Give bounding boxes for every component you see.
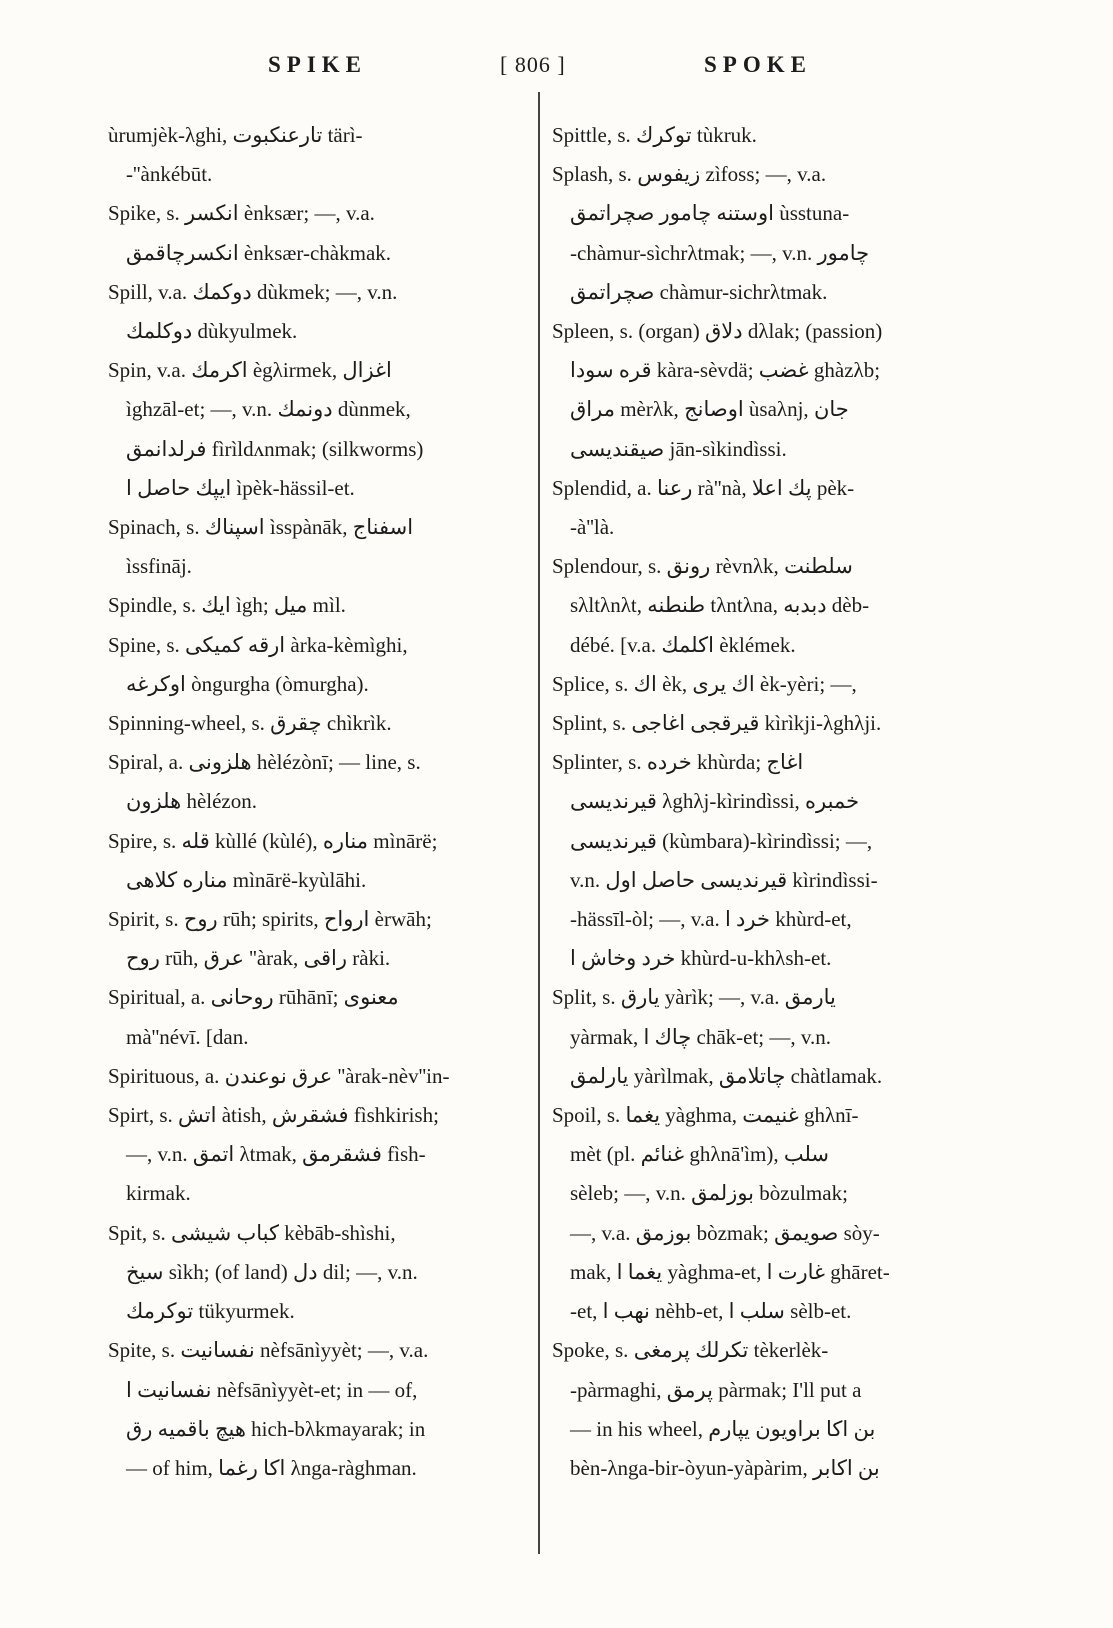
dictionary-entry xyxy=(552,665,964,704)
entry-line: Spiral, a. هلزونى hèlézònī; — line, s. xyxy=(108,750,421,775)
entry-line: v.n. قيرنديسى حاصل اول kìrindìssi- xyxy=(570,867,878,892)
entry-line: Spinning-wheel, s. چقرق chìkrìk. xyxy=(108,711,392,736)
dictionary-entry xyxy=(108,1331,520,1488)
page-number: [ 806 ] xyxy=(500,52,566,77)
entry-line: yàrmak, چاك ا chāk-et; —, v.n. xyxy=(570,1024,832,1049)
dictionary-entry xyxy=(108,508,520,586)
entry-line: — in his wheel, بن اكا براويون يپارم xyxy=(570,1416,876,1441)
entry-line: Splint, s. قيرقجى اغاجى kìrìkji-λghλji. xyxy=(552,711,882,736)
dictionary-entry xyxy=(552,1096,964,1331)
entry-line: سيخ sìkh; (of land) دل dil; —, v.n. xyxy=(126,1259,418,1284)
dictionary-entry xyxy=(108,822,520,900)
entry-line: bèn-λnga-bir-òyun-yàpàrim, بن اكابر xyxy=(570,1455,880,1480)
entry-line: هيچ باقميه رق hich-bλkmayarak; in xyxy=(126,1416,426,1441)
entry-line: -chàmur-sìchrλtmak; —, v.n. چامور xyxy=(570,240,870,265)
entry-line: Spoke, s. تكرلك پرمغى tèkerlèk- xyxy=(552,1338,829,1363)
dictionary-entry xyxy=(108,978,520,1056)
entry-line: يارلمق yàrìlmak, چاتلامق chàtlamak. xyxy=(570,1063,883,1088)
entry-line: mèt (pl. غنائم ghλnā'ìm), سلب xyxy=(570,1142,829,1167)
entry-line: —, v.n. اتمق λtmak, فشقرمق fìsh- xyxy=(126,1142,426,1167)
entry-line: Spill, v.a. دوكمك dùkmek; —, v.n. xyxy=(108,279,398,304)
entry-line: -pàrmaghi, پرمق pàrmak; I'll put a xyxy=(570,1377,862,1402)
dictionary-entry xyxy=(108,626,520,704)
dictionary-entry xyxy=(552,155,964,312)
entry-line: ùrumjèk-λghi, تارعنكبوت tärì- xyxy=(108,123,363,147)
dictionary-entry xyxy=(108,900,520,978)
dictionary-entry xyxy=(108,704,520,743)
entry-line: مناره كلاهى mìnārë-kyùlāhi. xyxy=(126,867,367,892)
entry-line: Spindle, s. ايك ìgh; ميل mìl. xyxy=(108,593,346,618)
entry-line: دوكلمك dùkyulmek. xyxy=(126,319,298,344)
dictionary-entry xyxy=(108,273,520,351)
header-right-headword: SPOKE xyxy=(704,52,812,77)
entry-line: فرلدانمق fìrìldʌnmak; (silkworms) xyxy=(126,436,424,461)
header-left-headword: SPIKE xyxy=(268,52,368,77)
entry-line: Spire, s. قله kùllé (kùlé), مناره mìnārë; xyxy=(108,828,438,853)
entry-line: Spit, s. كباب شيشى kèbāb-shìshi, xyxy=(108,1220,396,1245)
right-column xyxy=(552,116,964,1488)
dictionary-entry xyxy=(552,743,964,978)
entry-line: Spoil, s. يغما yàghma, غنيمت ghλnī- xyxy=(552,1103,859,1128)
dictionary-entry xyxy=(108,586,520,625)
dictionary-entry xyxy=(108,194,520,272)
entry-line: Spirt, s. اتش àtish, فشقرش fìshkirish; xyxy=(108,1103,439,1128)
entry-line: Split, s. يارق yàrìk; —, v.a. يارمق xyxy=(552,985,836,1010)
entry-line: نفسانيت ا nèfsānìyyèt-et; in — of, xyxy=(126,1377,418,1402)
entry-line: Spittle, s. توكرك tùkruk. xyxy=(552,123,757,147)
entry-line: انكسرچاقمق ènksær-chàkmak. xyxy=(126,240,392,265)
entry-line: Spite, s. نفسانيت nèfsānìyyèt; —, v.a. xyxy=(108,1338,429,1363)
left-column xyxy=(108,116,520,1488)
dictionary-entry xyxy=(108,1214,520,1332)
column-divider xyxy=(538,92,540,1554)
entry-line: -hässīl-òl; —, v.a. خرد ا khùrd-et, xyxy=(570,907,852,932)
entry-line: ايپك حاصل ا ìpèk-hässil-et. xyxy=(126,475,355,500)
dictionary-entry xyxy=(108,116,520,194)
entry-line: قيرنديسى (kùmbara)-kìrindìssi; —, xyxy=(570,828,873,853)
entry-line: sλltλnλt, طنطنه tλntλna, دبدبه dèb- xyxy=(570,593,870,618)
entry-line: ìssfināj. xyxy=(126,554,192,579)
dictionary-entry xyxy=(552,547,964,665)
entry-line: Spirituous, a. عرق نوعندن ''àrak-nèv''in- xyxy=(108,1063,450,1088)
dictionary-entry xyxy=(108,1057,520,1096)
dictionary-entry xyxy=(552,704,964,743)
page-header xyxy=(0,52,1113,86)
entry-line: —, v.a. بوزمق bòzmak; صويمق sòy- xyxy=(570,1220,880,1245)
entry-line: mak, يغما ا yàghma-et, غارت ا ghāret- xyxy=(570,1259,890,1284)
entry-line: مراق mèrλk, اوصانج ùsaλnj, جان xyxy=(570,397,849,422)
entry-line: Splinter, s. خرده khùrda; اغاج xyxy=(552,750,804,775)
entry-line: ìghzāl-et; —, v.n. دونمك dùnmek, xyxy=(126,397,411,422)
dictionary-entry xyxy=(108,743,520,821)
entry-line: Splice, s. اك èk, اك يرى èk-yèri; —, xyxy=(552,671,857,696)
entry-line: Splash, s. زيفوس zìfoss; —, v.a. xyxy=(552,162,827,187)
entry-line: -à''là. xyxy=(570,515,615,540)
dictionary-entry xyxy=(552,116,964,155)
entry-line: Spleen, s. (organ) دلاق dλlak; (passion) xyxy=(552,319,883,344)
entry-line: Spine, s. ارقه كميكى àrka-kèmìghi, xyxy=(108,632,408,657)
entry-line: Splendour, s. رونق rèvnλk, سلطنت xyxy=(552,554,853,579)
entry-line: Spike, s. انكسر ènksær; —, v.a. xyxy=(108,201,375,226)
dictionary-entry xyxy=(552,978,964,1096)
entry-line: قيرنديسى λghλj-kìrindìssi, خمبره xyxy=(570,789,860,814)
entry-line: Splendid, a. رعنا rà''nà, پك اعلا pèk- xyxy=(552,475,855,500)
entry-line: هلزون hèlézon. xyxy=(126,789,257,814)
dictionary-entry xyxy=(108,351,520,508)
entry-line: روح rūh, عرق ''àrak, راقى ràki. xyxy=(126,946,391,971)
entry-line: خرد وخاش ا khùrd-u-khλsh-et. xyxy=(570,946,832,971)
entry-line: صچراتمق chàmur-sichrλtmak. xyxy=(570,279,828,304)
dictionary-entry xyxy=(552,312,964,469)
entry-line: توكرمك tükyurmek. xyxy=(126,1299,295,1324)
entry-line: sèleb; —, v.n. بوزلمق bòzulmak; xyxy=(570,1181,848,1206)
dictionary-entry xyxy=(108,1096,520,1214)
entry-line: صيقنديسى jān-sìkindìssi. xyxy=(570,436,787,461)
entry-line: mà''névī. [dan. xyxy=(126,1024,249,1049)
entry-line: -''ànkébūt. xyxy=(126,162,213,187)
entry-line: Spin, v.a. اكرمك ègλirmek, اغزال xyxy=(108,358,392,383)
entry-line: اوكرغه òngurgha (òmurgha). xyxy=(126,671,369,696)
entry-line: اوستنه چامور صچراتمق ùsstuna- xyxy=(570,201,850,226)
entry-line: kirmak. xyxy=(126,1181,191,1206)
dictionary-entry xyxy=(552,1331,964,1488)
entry-line: — of him, اكا رغما λnga-ràghman. xyxy=(126,1455,417,1480)
entry-line: قره سودا kàra-sèvdä; غضب ghàzλb; xyxy=(570,358,881,383)
entry-line: débé. [v.a. اكلمك èklémek. xyxy=(570,632,796,657)
entry-line: Spiritual, a. روحانى rūhānī; معنوى xyxy=(108,985,399,1010)
entry-line: -et, نهب ا nèhb-et, سلب ا sèlb-et. xyxy=(570,1299,852,1324)
entry-line: Spinach, s. اسپناك ìsspànāk, اسفناج xyxy=(108,515,414,540)
dictionary-entry xyxy=(552,469,964,547)
entry-line: Spirit, s. روح rūh; spirits, ارواح èrwāh; xyxy=(108,907,432,932)
